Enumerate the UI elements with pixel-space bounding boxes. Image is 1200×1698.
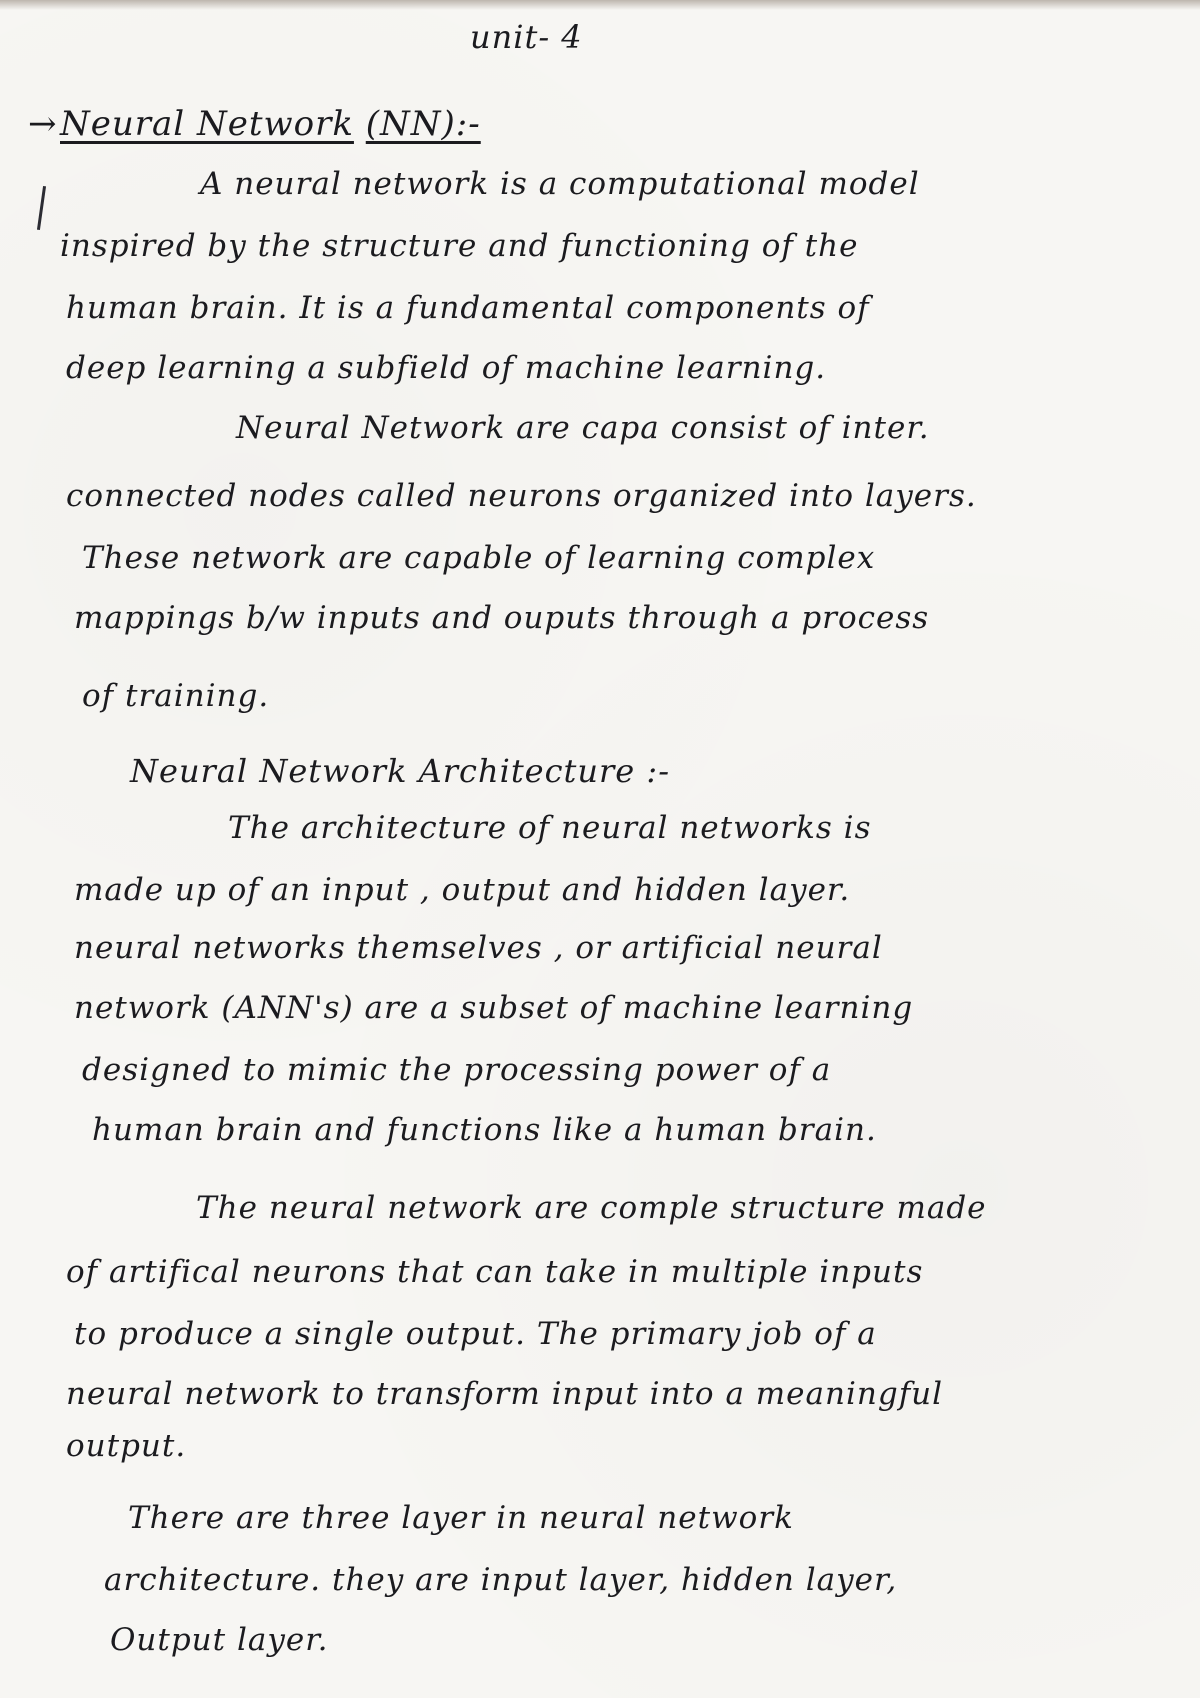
text-line: Output layer. [110,1622,329,1658]
text-line: designed to mimic the processing power of a [82,1052,832,1088]
unit-title: unit- 4 [470,18,583,56]
text-line: There are three layer in neural network [128,1500,794,1536]
margin-mark [37,186,46,230]
heading-title: Neural Network [60,104,354,144]
text-line: human brain and functions like a human brain. [92,1112,877,1148]
text-line: of training. [82,678,270,714]
text-line: made up of an input , output and hidden layer. [74,872,851,908]
text-line: architecture. they are input layer, hidden layer, [104,1562,898,1598]
text-line: output. [66,1428,187,1464]
page-top-edge [0,0,1200,10]
text-line: to produce a single output. The primary job of a [74,1316,877,1352]
text-line: network (ANN's) are a subset of machine learning [74,990,914,1026]
text-line: mappings b/w inputs and ouputs through a process [74,600,930,636]
text-line: inspired by the structure and functioning of the [60,228,859,264]
text-line: The architecture of neural networks is [228,810,872,846]
text-line: A neural network is a computational model [200,166,920,202]
heading-abbr: (NN):- [365,104,481,144]
text-line: Neural Network are capa consist of inter. [236,410,930,446]
text-line: neural network to transform input into a meaningful [66,1376,944,1412]
text-line: human brain. It is a fundamental components of [66,290,870,326]
arrow-icon: → [28,104,57,144]
subheading: Neural Network Architecture :- [130,752,670,790]
text-line: deep learning a subfield of machine learning. [66,350,827,386]
text-line: of artifical neurons that can take in multiple inputs [66,1254,924,1290]
section-heading [60,104,481,144]
text-line: connected nodes called neurons organized into layers. [66,478,977,514]
text-line: neural networks themselves , or artificial neural [74,930,883,966]
text-line: These network are capable of learning complex [82,540,876,576]
text-line: The neural network are comple structure made [196,1190,987,1226]
